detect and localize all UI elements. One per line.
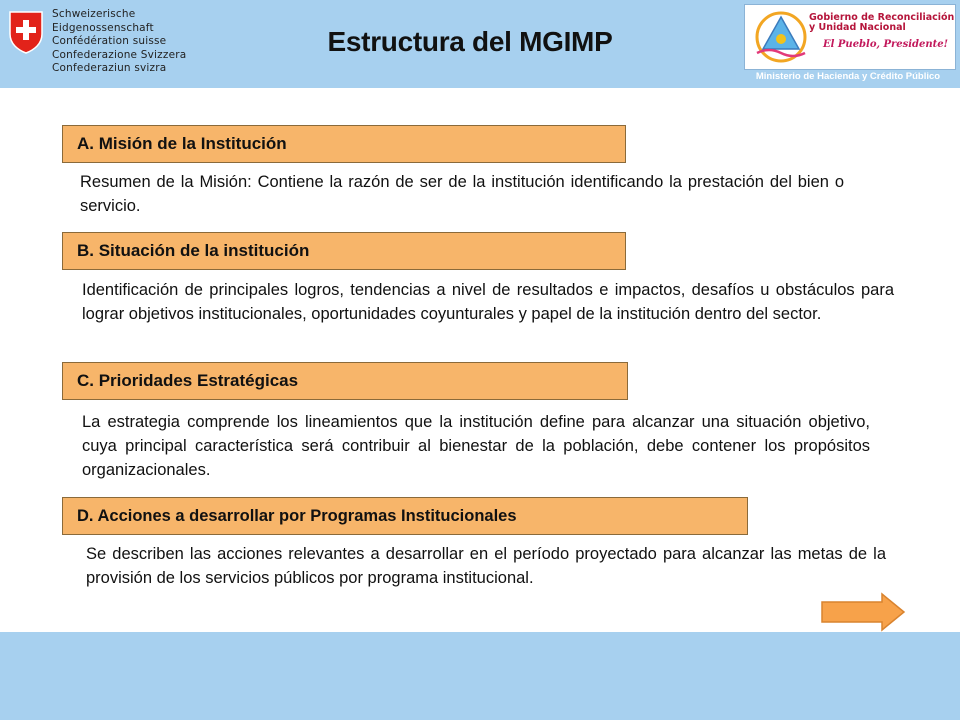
swiss-shield-icon [8, 10, 44, 54]
swiss-line-2: Confédération suisse [52, 35, 167, 47]
section-c-heading: C. Prioridades Estratégicas [62, 362, 628, 400]
right-arrow-icon[interactable] [820, 592, 906, 632]
government-logo [744, 4, 956, 70]
section-a-text: Resumen de la Misión: Contiene la razón de ser de la institución identificando la prestación del bien o servicio. [80, 173, 844, 215]
swiss-line-4: Confederaziun svizra [52, 62, 167, 74]
section-d-text: Se describen las acciones relevantes a desarrollar en el período proyectado para alcanzar las metas de la provisión de los servicios públicos por programa institucional. [86, 545, 886, 587]
gov-line-2: y Unidad Nacional [809, 22, 906, 33]
gov-slogan: El Pueblo, Presidente! [823, 39, 949, 50]
header-band [0, 0, 960, 88]
section-b-text: Identificación de principales logros, tendencias a nivel de resultados e impactos, desafíos u obstáculos para lograr objetivos institucionales, oportunidades coyunturales y papel de la institución dentro del sector. [82, 281, 894, 323]
section-d-heading: D. Acciones a desarrollar por Programas Institucionales [62, 497, 748, 535]
swiss-line-3: Confederazione Svizzera [52, 48, 187, 61]
section-c-text: La estrategia comprende los lineamientos que la institución define para alcanzar una situación objetivo, cuya principal característica será contribuir al bienestar de la población, debe contener los propósitos organizacionales. [82, 413, 870, 479]
swiss-confederation-logo [8, 8, 238, 74]
nicaragua-emblem-icon [751, 9, 809, 65]
page-title: Estructura del MGIMP [327, 26, 613, 57]
gov-line-1: Gobierno de Reconciliación [809, 12, 955, 23]
section-a-heading: A. Misión de la Institución [62, 125, 626, 163]
swiss-line-1: Schweizerische Eidgenossenschaft [52, 8, 154, 34]
footer-band [0, 632, 960, 720]
ministry-label: Ministerio de Hacienda y Crédito Público [755, 71, 941, 82]
section-b-heading: B. Situación de la institución [62, 232, 626, 270]
